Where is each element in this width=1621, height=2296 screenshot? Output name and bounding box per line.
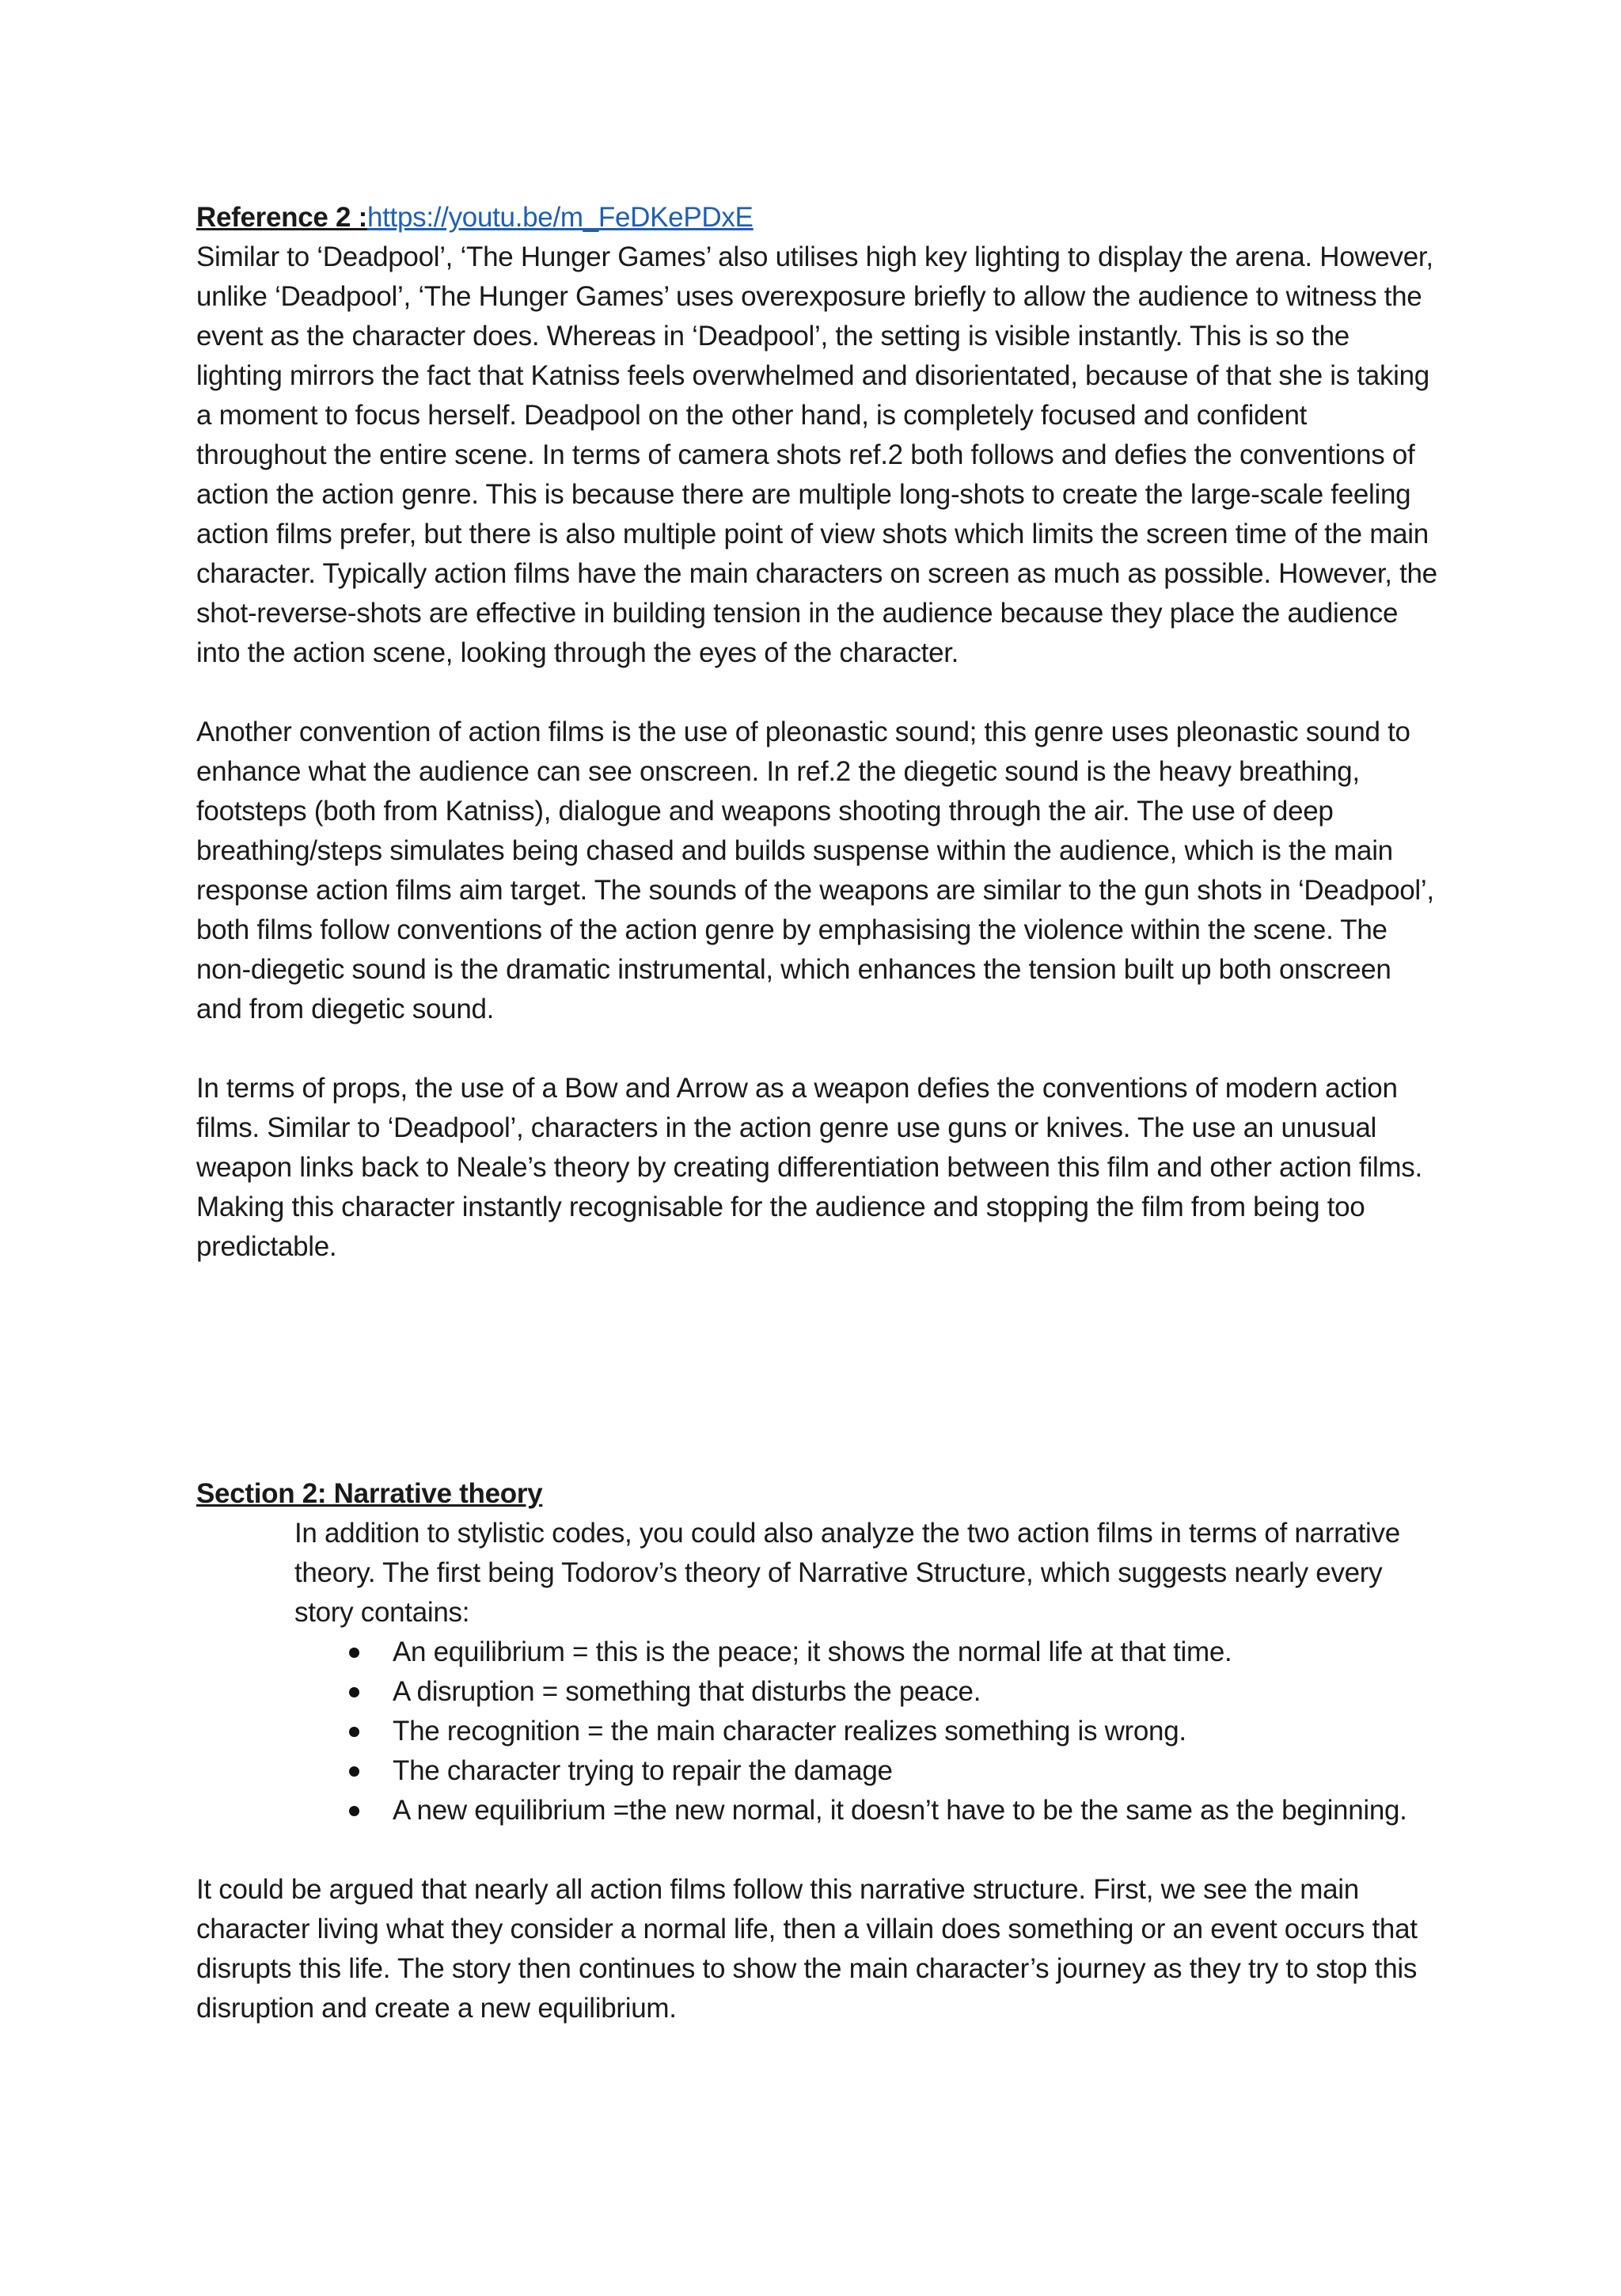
bullet-icon bbox=[349, 1687, 359, 1697]
list-item bbox=[393, 1712, 1439, 1751]
section2-intro: In addition to stylistic codes, you could also analyze the two action films in terms of narrative theory. The first being Todorov’s theory of Narrative Structure, which suggests nearly every story contains: bbox=[294, 1518, 1400, 1628]
bullet-icon bbox=[349, 1766, 359, 1777]
bullet-icon bbox=[349, 1648, 359, 1658]
list-item-text: The recognition = the main character realizes something is wrong. bbox=[393, 1716, 1186, 1747]
bullet-icon bbox=[349, 1806, 359, 1816]
reference-section bbox=[196, 198, 1439, 1267]
section2-heading: Section 2: Narrative theory bbox=[196, 1478, 543, 1509]
reference-link[interactable]: https://youtu.be/m_FeDKePDxE bbox=[366, 202, 754, 233]
section2-conclusion: It could be argued that nearly all action films follow this narrative structure. First, we see the main character living what they consider a normal life, then a villain does something or an event occurs that disrupts this life. The story then continues to show the main character’s journey as they try to stop this disruption and create a new equilibrium. bbox=[196, 1874, 1418, 2024]
todorov-stages-list bbox=[294, 1633, 1439, 1830]
narrative-theory-section bbox=[196, 1474, 1439, 2028]
bullet-icon bbox=[349, 1727, 359, 1737]
paragraph-props: In terms of props, the use of a Bow and Arrow as a weapon defies the conventions of modern action films. Similar to ‘Deadpool’, characters in the action genre use guns or knives. The use an unusual weapon links back to Neale’s theory by creating differentiation between this film and other action films. Making this character instantly recognisable for the audience and stopping the film from being too predictable. bbox=[196, 1073, 1422, 1262]
list-item-text: A new equilibrium =the new normal, it doesn’t have to be the same as the beginning. bbox=[393, 1795, 1407, 1826]
paragraph-sound: Another convention of action films is the use of pleonastic sound; this genre uses pleonastic sound to enhance what the audience can see onscreen. In ref.2 the diegetic sound is the heavy breathing, footsteps (both from Katniss), dialogue and weapons shooting through the air. The use of deep breathing/steps simulates being chased and builds suspense within the audience, which is the main response action films aim target. The sounds of the weapons are similar to the gun shots in ‘Deadpool’, both films follow conventions of the action genre by emphasising the violence within the scene. The non-diegetic sound is the dramatic instrumental, which enhances the tension built up both onscreen and from diegetic sound. bbox=[196, 717, 1434, 1024]
reference-label: Reference 2 : bbox=[196, 202, 367, 233]
list-item-text: An equilibrium = this is the peace; it shows the normal life at that time. bbox=[393, 1636, 1232, 1667]
reference-heading bbox=[196, 198, 1439, 238]
list-item bbox=[393, 1751, 1439, 1791]
list-item bbox=[393, 1672, 1439, 1712]
paragraph-lighting-camera: Similar to ‘Deadpool’, ‘The Hunger Games’ also utilises high key lighting to display the arena. However, unlike ‘Deadpool’, ‘The Hunger Games’ uses overexposure briefly to allow the audience to witness the event as the character does. Whereas in ‘Deadpool’, the setting is visible instantly. This is so the lighting mirrors the fact that Katniss feels overwhelmed and disorientated, because of that she is taking a moment to focus herself. Deadpool on the other hand, is completely focused and confident throughout the entire scene. In terms of camera shots ref.2 both follows and defies the conventions of action the action genre. This is because there are multiple long-shots to create the large-scale feeling action films prefer, but there is also multiple point of view shots which limits the screen time of the main character. Typically action films have the main characters on screen as much as possible. However, the shot-reverse-shots are effective in building tension in the audience because they place the audience into the action scene, looking through the eyes of the character. bbox=[196, 241, 1437, 668]
list-item bbox=[393, 1791, 1439, 1830]
list-item bbox=[393, 1633, 1439, 1672]
list-item-text: The character trying to repair the damage bbox=[393, 1755, 893, 1786]
list-item-text: A disruption = something that disturbs the peace. bbox=[393, 1676, 981, 1707]
